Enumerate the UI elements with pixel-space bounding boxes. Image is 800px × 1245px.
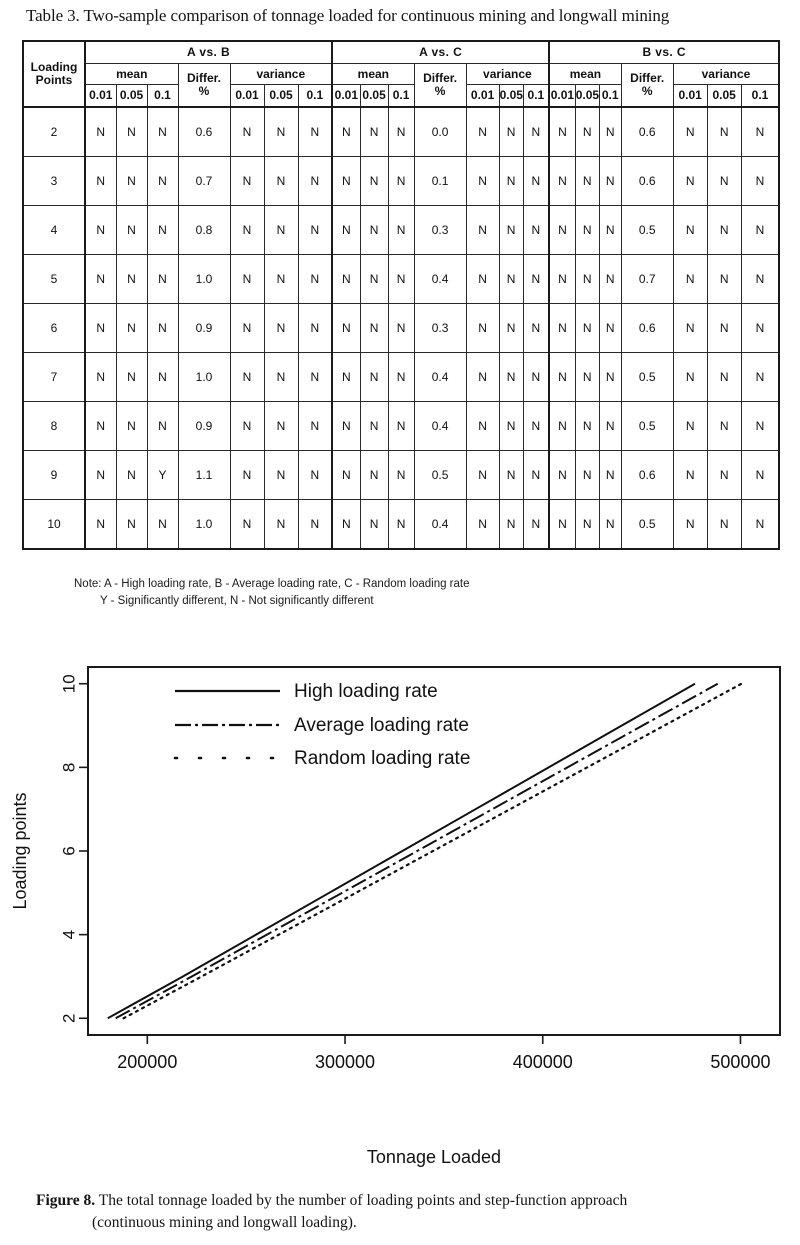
alpha-header-ac-mean-001: 0.01	[332, 85, 360, 108]
cell-ac-mean-2: N	[388, 157, 414, 206]
cell-bc-differ: 0.6	[621, 451, 673, 500]
alpha-header-bc-mean-001: 0.01	[549, 85, 575, 108]
y-tick-label-2: 2	[59, 1013, 79, 1024]
cell-ab-variance-0: N	[230, 402, 264, 451]
cell-ab-mean-1: N	[116, 500, 147, 550]
cell-bc-mean-2: N	[599, 402, 621, 451]
cell-bc-differ: 0.5	[621, 353, 673, 402]
cell-bc-variance-1: N	[707, 206, 741, 255]
cell-ac-mean-2: N	[388, 304, 414, 353]
cell-ac-differ: 0.1	[414, 157, 466, 206]
y-axis-ticks	[79, 684, 88, 1019]
alpha-header-bc-mean-005: 0.05	[575, 85, 599, 108]
group-header-a-vs-b: A vs. B	[85, 41, 332, 64]
cell-bc-differ: 0.6	[621, 157, 673, 206]
tonnage-loading-points-line-chart	[0, 645, 800, 1185]
cell-ac-mean-1: N	[360, 255, 388, 304]
cell-ab-differ: 0.8	[178, 206, 230, 255]
row-label-loading-points: 8	[23, 402, 85, 451]
cell-ab-differ: 0.9	[178, 304, 230, 353]
cell-ac-variance-2: N	[523, 255, 549, 304]
cell-ac-differ: 0.4	[414, 402, 466, 451]
cell-ab-variance-0: N	[230, 107, 264, 157]
cell-bc-variance-0: N	[673, 451, 707, 500]
cell-ac-variance-0: N	[466, 157, 499, 206]
table-row	[23, 402, 779, 451]
cell-ab-variance-2: N	[298, 255, 332, 304]
group-header-b-vs-c: B vs. C	[549, 41, 779, 64]
table-head	[23, 41, 779, 107]
cell-ac-mean-0: N	[332, 157, 360, 206]
table-row	[23, 206, 779, 255]
cell-ab-mean-2: N	[147, 255, 178, 304]
table-caption: Table 3. Two-sample comparison of tonnage loaded for continuous mining and longwall mining	[26, 6, 670, 25]
note-line-definitions: Note: A - High loading rate, B - Average loading rate, C - Random loading rate	[74, 578, 470, 590]
row-header-loading-points	[23, 41, 85, 107]
cell-bc-mean-1: N	[575, 206, 599, 255]
cell-ac-variance-1: N	[499, 206, 523, 255]
cell-bc-variance-2: N	[741, 451, 779, 500]
statistics-table-container	[22, 40, 778, 550]
stat-header-ab-variance: variance	[230, 64, 332, 85]
cell-ab-variance-2: N	[298, 206, 332, 255]
cell-bc-mean-2: N	[599, 451, 621, 500]
cell-ab-mean-2: N	[147, 353, 178, 402]
figure-caption-line2: (continuous mining and longwall loading).	[92, 1214, 357, 1232]
table-row	[23, 255, 779, 304]
cell-ab-variance-1: N	[264, 402, 298, 451]
cell-bc-mean-0: N	[549, 206, 575, 255]
cell-bc-mean-0: N	[549, 255, 575, 304]
cell-ac-mean-1: N	[360, 402, 388, 451]
cell-bc-variance-1: N	[707, 451, 741, 500]
cell-ac-mean-1: N	[360, 157, 388, 206]
alpha-header-bc-var-001: 0.01	[673, 85, 707, 108]
cell-ac-mean-0: N	[332, 451, 360, 500]
cell-ac-differ: 0.5	[414, 451, 466, 500]
table-row	[23, 451, 779, 500]
cell-ac-variance-2: N	[523, 451, 549, 500]
cell-bc-variance-2: N	[741, 255, 779, 304]
differ-label-line2: %	[198, 84, 210, 98]
cell-bc-mean-0: N	[549, 402, 575, 451]
two-sample-comparison-table	[22, 40, 780, 550]
cell-bc-mean-2: N	[599, 206, 621, 255]
cell-ac-mean-0: N	[332, 500, 360, 550]
cell-bc-variance-2: N	[741, 304, 779, 353]
y-tick-label-8: 8	[59, 762, 79, 773]
row-label-loading-points: 5	[23, 255, 85, 304]
cell-ac-differ: 0.3	[414, 304, 466, 353]
table-row	[23, 500, 779, 550]
cell-bc-variance-0: N	[673, 157, 707, 206]
cell-ab-differ: 1.0	[178, 353, 230, 402]
cell-bc-mean-1: N	[575, 107, 599, 157]
cell-ab-mean-2: N	[147, 304, 178, 353]
y-axis-title: Loading points	[10, 792, 30, 910]
cell-ab-differ: 1.1	[178, 451, 230, 500]
differ-label-line1: Differ.	[186, 71, 221, 86]
cell-ac-mean-2: N	[388, 500, 414, 550]
cell-ab-variance-0: N	[230, 500, 264, 550]
cell-ab-variance-1: N	[264, 451, 298, 500]
figure-8-chart	[0, 645, 800, 1185]
row-label-loading-points: 4	[23, 206, 85, 255]
cell-ac-variance-2: N	[523, 107, 549, 157]
cell-bc-mean-0: N	[549, 304, 575, 353]
cell-bc-variance-2: N	[741, 500, 779, 550]
cell-ab-mean-1: N	[116, 107, 147, 157]
cell-ab-mean-0: N	[85, 206, 116, 255]
cell-ab-variance-1: N	[264, 500, 298, 550]
cell-bc-differ: 0.7	[621, 255, 673, 304]
cell-bc-mean-0: N	[549, 353, 575, 402]
cell-bc-variance-0: N	[673, 353, 707, 402]
cell-bc-variance-1: N	[707, 353, 741, 402]
cell-ab-mean-1: N	[116, 451, 147, 500]
cell-ac-variance-2: N	[523, 353, 549, 402]
figure-caption-line1: The total tonnage loaded by the number of loading points and step-function approach	[98, 1192, 628, 1209]
cell-bc-differ: 0.5	[621, 402, 673, 451]
cell-ac-mean-2: N	[388, 402, 414, 451]
x-axis-tick-labels	[117, 1052, 770, 1072]
cell-ac-mean-2: N	[388, 451, 414, 500]
cell-ab-mean-1: N	[116, 157, 147, 206]
cell-ab-mean-2: N	[147, 206, 178, 255]
cell-ac-mean-0: N	[332, 107, 360, 157]
alpha-header-ab-var-01: 0.1	[298, 85, 332, 108]
cell-bc-mean-2: N	[599, 353, 621, 402]
cell-bc-variance-1: N	[707, 402, 741, 451]
cell-ab-mean-1: N	[116, 206, 147, 255]
cell-ab-mean-2: N	[147, 500, 178, 550]
header-row-stats	[23, 64, 779, 85]
alpha-header-ab-mean-001: 0.01	[85, 85, 116, 108]
cell-bc-mean-0: N	[549, 157, 575, 206]
cell-bc-variance-0: N	[673, 402, 707, 451]
x-tick-label-200000: 200000	[117, 1052, 178, 1072]
alpha-header-bc-mean-01: 0.1	[599, 85, 621, 108]
group-header-a-vs-c: A vs. C	[332, 41, 549, 64]
cell-ac-variance-1: N	[499, 402, 523, 451]
cell-bc-variance-1: N	[707, 157, 741, 206]
cell-bc-mean-1: N	[575, 304, 599, 353]
alpha-header-ac-mean-01: 0.1	[388, 85, 414, 108]
stat-header-ab-mean: mean	[85, 64, 178, 85]
cell-ac-mean-0: N	[332, 353, 360, 402]
cell-ac-variance-2: N	[523, 304, 549, 353]
table-note	[74, 576, 470, 611]
cell-ab-variance-2: N	[298, 107, 332, 157]
differ-label-line1: Differ.	[423, 71, 458, 86]
cell-ab-mean-0: N	[85, 353, 116, 402]
cell-bc-variance-0: N	[673, 107, 707, 157]
x-tick-label-300000: 300000	[314, 1052, 376, 1072]
cell-bc-variance-2: N	[741, 157, 779, 206]
cell-bc-mean-0: N	[549, 500, 575, 550]
cell-ab-variance-1: N	[264, 157, 298, 206]
cell-ab-variance-2: N	[298, 353, 332, 402]
cell-ac-mean-1: N	[360, 451, 388, 500]
header-row-pairs	[23, 41, 779, 64]
cell-ac-variance-0: N	[466, 255, 499, 304]
row-label-loading-points: 3	[23, 157, 85, 206]
cell-ab-mean-0: N	[85, 451, 116, 500]
alpha-header-bc-var-005: 0.05	[707, 85, 741, 108]
cell-ac-mean-2: N	[388, 255, 414, 304]
cell-ab-differ: 1.0	[178, 500, 230, 550]
cell-bc-variance-1: N	[707, 107, 741, 157]
cell-ab-differ: 1.0	[178, 255, 230, 304]
cell-ab-variance-2: N	[298, 304, 332, 353]
cell-ac-variance-2: N	[523, 206, 549, 255]
note-line-symbols: Y - Significantly different, N - Not significantly different	[100, 595, 374, 608]
chart-legend	[175, 681, 470, 769]
cell-bc-variance-0: N	[673, 206, 707, 255]
cell-bc-variance-0: N	[673, 255, 707, 304]
cell-ac-variance-0: N	[466, 107, 499, 157]
cell-ab-mean-0: N	[85, 500, 116, 550]
stat-header-ab-differ	[178, 64, 230, 108]
cell-ac-mean-2: N	[388, 206, 414, 255]
cell-ab-variance-1: N	[264, 206, 298, 255]
y-tick-label-4: 4	[59, 929, 79, 940]
table-row	[23, 304, 779, 353]
cell-ab-mean-0: N	[85, 255, 116, 304]
cell-ab-variance-2: N	[298, 402, 332, 451]
cell-ab-variance-0: N	[230, 206, 264, 255]
cell-ac-mean-1: N	[360, 353, 388, 402]
cell-bc-variance-1: N	[707, 304, 741, 353]
cell-ac-variance-0: N	[466, 451, 499, 500]
cell-ab-mean-2: Y	[147, 451, 178, 500]
x-axis-title: Tonnage Loaded	[366, 1147, 502, 1167]
cell-ac-variance-1: N	[499, 255, 523, 304]
table-row	[23, 157, 779, 206]
cell-bc-mean-1: N	[575, 255, 599, 304]
cell-ab-mean-1: N	[116, 304, 147, 353]
cell-bc-differ: 0.6	[621, 107, 673, 157]
cell-ab-variance-0: N	[230, 304, 264, 353]
alpha-header-ac-var-001: 0.01	[466, 85, 499, 108]
cell-ab-mean-2: N	[147, 402, 178, 451]
alpha-header-ac-var-01: 0.1	[523, 85, 549, 108]
differ-label-line2: %	[641, 84, 653, 98]
y-tick-label-6: 6	[59, 846, 79, 856]
cell-bc-mean-1: N	[575, 353, 599, 402]
cell-ac-variance-1: N	[499, 304, 523, 353]
cell-ac-mean-0: N	[332, 206, 360, 255]
cell-ab-mean-2: N	[147, 107, 178, 157]
cell-ac-variance-1: N	[499, 451, 523, 500]
table-row	[23, 353, 779, 402]
figure-caption	[36, 1190, 776, 1235]
row-label-loading-points: 7	[23, 353, 85, 402]
cell-bc-variance-1: N	[707, 255, 741, 304]
cell-ab-variance-1: N	[264, 353, 298, 402]
x-tick-label-500000: 500000	[710, 1052, 771, 1072]
cell-ac-differ: 0.4	[414, 255, 466, 304]
cell-ac-variance-1: N	[499, 107, 523, 157]
cell-bc-differ: 0.5	[621, 500, 673, 550]
cell-ac-mean-2: N	[388, 353, 414, 402]
x-axis-ticks	[147, 1035, 740, 1044]
differ-label-line2: %	[434, 84, 446, 98]
figure-number: Figure 8.	[36, 1192, 96, 1209]
cell-bc-mean-1: N	[575, 157, 599, 206]
cell-ab-mean-0: N	[85, 107, 116, 157]
cell-bc-differ: 0.5	[621, 206, 673, 255]
cell-ac-variance-1: N	[499, 500, 523, 550]
alpha-header-ac-mean-005: 0.05	[360, 85, 388, 108]
stat-header-ac-differ	[414, 64, 466, 108]
cell-ac-variance-2: N	[523, 500, 549, 550]
cell-ac-mean-1: N	[360, 107, 388, 157]
cell-bc-differ: 0.6	[621, 304, 673, 353]
cell-ac-variance-0: N	[466, 304, 499, 353]
cell-ab-variance-0: N	[230, 255, 264, 304]
table-row	[23, 107, 779, 157]
row-label-loading-points: 6	[23, 304, 85, 353]
cell-ab-differ: 0.9	[178, 402, 230, 451]
row-header-line1: Loading	[30, 60, 78, 75]
cell-ab-variance-0: N	[230, 451, 264, 500]
cell-ac-variance-0: N	[466, 206, 499, 255]
cell-bc-mean-0: N	[549, 107, 575, 157]
cell-bc-mean-2: N	[599, 304, 621, 353]
cell-ac-variance-2: N	[523, 402, 549, 451]
alpha-header-ac-var-005: 0.05	[499, 85, 523, 108]
legend-label-random-loading-rate: Random loading rate	[294, 748, 471, 769]
cell-ac-mean-1: N	[360, 304, 388, 353]
y-tick-label-10: 10	[59, 674, 79, 694]
cell-ac-differ: 0.4	[414, 500, 466, 550]
y-axis-tick-labels	[59, 674, 78, 1023]
cell-ab-variance-1: N	[264, 107, 298, 157]
legend-label-average-loading-rate: Average loading rate	[294, 715, 469, 736]
stat-header-bc-differ	[621, 64, 673, 108]
stat-header-bc-variance: variance	[673, 64, 779, 85]
cell-ac-variance-0: N	[466, 402, 499, 451]
cell-bc-variance-2: N	[741, 402, 779, 451]
cell-ac-mean-2: N	[388, 107, 414, 157]
cell-ac-mean-1: N	[360, 500, 388, 550]
cell-bc-mean-2: N	[599, 255, 621, 304]
cell-ab-variance-1: N	[264, 255, 298, 304]
row-label-loading-points: 10	[23, 500, 85, 550]
cell-ac-variance-2: N	[523, 157, 549, 206]
cell-ab-differ: 0.7	[178, 157, 230, 206]
cell-ab-variance-0: N	[230, 157, 264, 206]
cell-bc-mean-1: N	[575, 500, 599, 550]
cell-ac-mean-0: N	[332, 402, 360, 451]
cell-bc-variance-1: N	[707, 500, 741, 550]
cell-bc-variance-0: N	[673, 304, 707, 353]
cell-ac-variance-1: N	[499, 157, 523, 206]
cell-ac-differ: 0.3	[414, 206, 466, 255]
cell-ab-mean-2: N	[147, 157, 178, 206]
cell-bc-mean-1: N	[575, 451, 599, 500]
cell-ab-variance-2: N	[298, 500, 332, 550]
row-label-loading-points: 9	[23, 451, 85, 500]
cell-ab-variance-2: N	[298, 451, 332, 500]
stat-header-ac-mean: mean	[332, 64, 414, 85]
cell-bc-variance-2: N	[741, 206, 779, 255]
cell-ab-mean-1: N	[116, 353, 147, 402]
cell-bc-variance-2: N	[741, 353, 779, 402]
cell-ab-differ: 0.6	[178, 107, 230, 157]
alpha-header-ab-var-005: 0.05	[264, 85, 298, 108]
cell-ab-mean-1: N	[116, 402, 147, 451]
differ-label-line1: Differ.	[630, 71, 665, 86]
cell-ab-mean-1: N	[116, 255, 147, 304]
alpha-header-ab-mean-005: 0.05	[116, 85, 147, 108]
cell-bc-mean-2: N	[599, 157, 621, 206]
alpha-header-ab-mean-01: 0.1	[147, 85, 178, 108]
cell-ac-variance-0: N	[466, 500, 499, 550]
legend-label-high-loading-rate: High loading rate	[294, 681, 438, 702]
row-label-loading-points: 2	[23, 107, 85, 157]
cell-bc-mean-0: N	[549, 451, 575, 500]
cell-bc-mean-1: N	[575, 402, 599, 451]
cell-bc-mean-2: N	[599, 500, 621, 550]
cell-bc-variance-0: N	[673, 500, 707, 550]
alpha-header-bc-var-01: 0.1	[741, 85, 779, 108]
cell-ac-mean-0: N	[332, 304, 360, 353]
x-tick-label-400000: 400000	[512, 1052, 573, 1072]
row-header-line2: Points	[35, 73, 73, 87]
cell-ab-variance-0: N	[230, 353, 264, 402]
cell-bc-mean-2: N	[599, 107, 621, 157]
cell-ac-differ: 0.4	[414, 353, 466, 402]
cell-ab-mean-0: N	[85, 304, 116, 353]
table-body	[23, 107, 779, 549]
cell-bc-variance-2: N	[741, 107, 779, 157]
cell-ac-variance-0: N	[466, 353, 499, 402]
stat-header-bc-mean: mean	[549, 64, 621, 85]
cell-ab-mean-0: N	[85, 157, 116, 206]
stat-header-ac-variance: variance	[466, 64, 549, 85]
cell-ab-variance-2: N	[298, 157, 332, 206]
cell-ab-mean-0: N	[85, 402, 116, 451]
cell-ac-differ: 0.0	[414, 107, 466, 157]
cell-ac-variance-1: N	[499, 353, 523, 402]
cell-ac-mean-1: N	[360, 206, 388, 255]
cell-ac-mean-0: N	[332, 255, 360, 304]
cell-ab-variance-1: N	[264, 304, 298, 353]
alpha-header-ab-var-001: 0.01	[230, 85, 264, 108]
